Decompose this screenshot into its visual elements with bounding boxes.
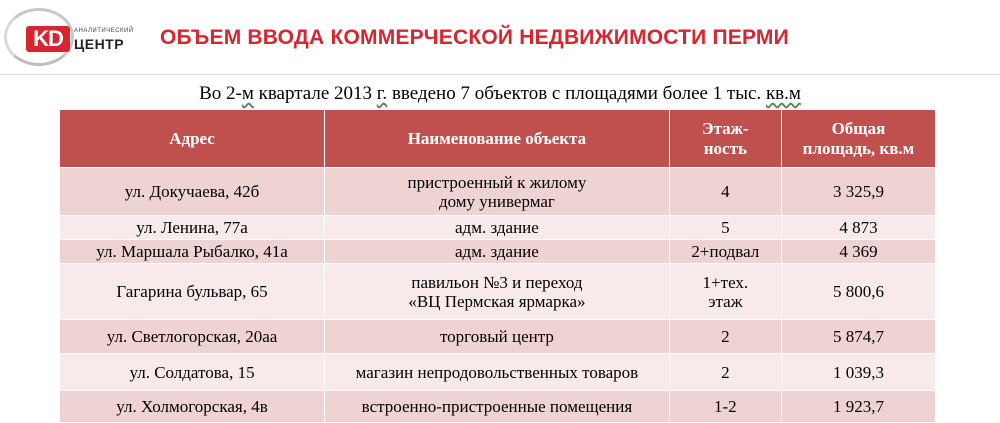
cell-name: адм. здание xyxy=(325,216,670,240)
header-floors: Этаж- ность xyxy=(669,110,781,168)
logo xyxy=(4,6,144,62)
cell-name: адм. здание xyxy=(325,240,670,264)
cell-area: 4 369 xyxy=(781,240,935,264)
table-row xyxy=(60,168,936,216)
table-row xyxy=(60,216,936,240)
cell-area: 5 800,6 xyxy=(781,264,935,320)
cell-area: 1 923,7 xyxy=(781,391,935,423)
cell-floors: 2 xyxy=(669,320,781,354)
cell-name: пристроенный к жилому дому универмаг xyxy=(325,168,670,216)
cell-area: 1 039,3 xyxy=(781,354,935,391)
cell-name: встроенно-пристроенные помещения xyxy=(325,391,670,423)
table-row xyxy=(60,391,936,423)
table-row xyxy=(60,320,936,354)
table-header-row xyxy=(60,110,936,168)
table-caption: Во 2-м квартале 2013 г. введено 7 объектов с площадями более 1 тыс. кв.м xyxy=(199,83,801,104)
cell-floors: 5 xyxy=(669,216,781,240)
cell-area: 4 873 xyxy=(781,216,935,240)
table-row xyxy=(60,264,936,320)
cell-area: 5 874,7 xyxy=(781,320,935,354)
cell-address: ул. Светлогорская, 20аа xyxy=(60,320,325,354)
header-address: Адрес xyxy=(60,110,325,168)
cell-floors: 1-2 xyxy=(669,391,781,423)
logo-name: ЦЕНТР xyxy=(74,36,125,52)
header-divider xyxy=(0,74,1000,75)
cell-address: ул. Докучаева, 42б xyxy=(60,168,325,216)
objects-table xyxy=(59,109,936,423)
cell-floors: 2+подвал xyxy=(669,240,781,264)
table-row xyxy=(60,240,936,264)
header-name: Наименование объекта xyxy=(325,110,670,168)
cell-floors: 4 xyxy=(669,168,781,216)
header-area: Общая площадь, кв.м xyxy=(781,110,935,168)
logo-mark: KD xyxy=(26,26,70,52)
cell-address: ул. Холмогорская, 4в xyxy=(60,391,325,423)
cell-name: павильон №3 и переход «ВЦ Пермская ярмарка» xyxy=(325,264,670,320)
cell-address: Гагарина бульвар, 65 xyxy=(60,264,325,320)
cell-area: 3 325,9 xyxy=(781,168,935,216)
cell-name: торговый центр xyxy=(325,320,670,354)
cell-name: магазин непродовольственных товаров xyxy=(325,354,670,391)
cell-address: ул. Маршала Рыбалко, 41а xyxy=(60,240,325,264)
cell-address: ул. Солдатова, 15 xyxy=(60,354,325,391)
page-title: ОБЪЕМ ВВОДА КОММЕРЧЕСКОЙ НЕДВИЖИМОСТИ ПЕРМИ xyxy=(160,26,789,49)
logo-subtitle: АНАЛИТИЧЕСКИЙ xyxy=(74,28,134,34)
table-row xyxy=(60,354,936,391)
cell-address: ул. Ленина, 77а xyxy=(60,216,325,240)
cell-floors: 1+тех. этаж xyxy=(669,264,781,320)
cell-floors: 2 xyxy=(669,354,781,391)
